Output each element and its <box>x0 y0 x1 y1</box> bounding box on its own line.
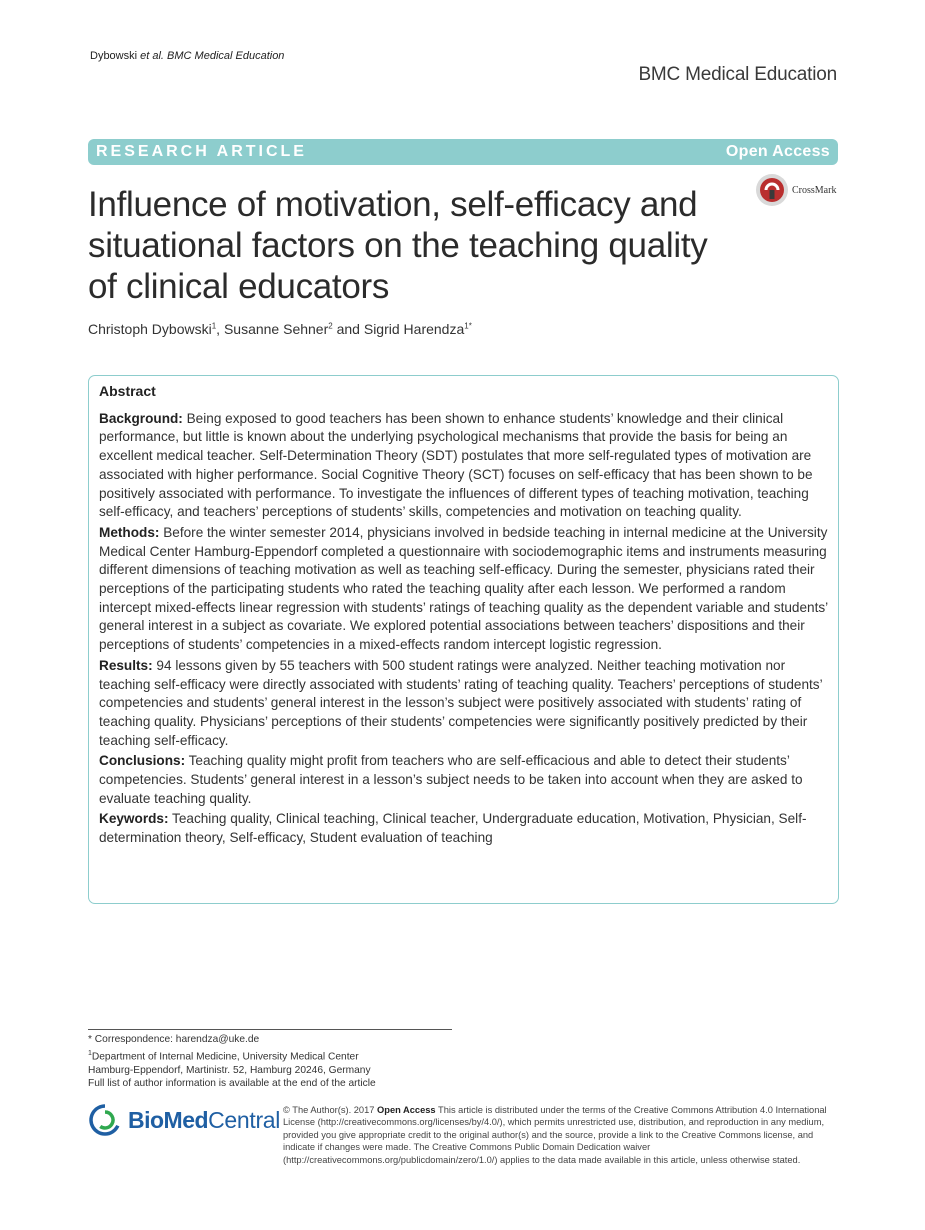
author-separator: , <box>216 321 224 337</box>
abstract-box <box>88 375 839 904</box>
logo-central-text: Central <box>208 1106 281 1133</box>
license-open-access: Open Access <box>377 1105 436 1115</box>
crossmark-badge[interactable] <box>755 173 836 207</box>
affiliation-line-1: Department of Internal Medicine, University Medical Center <box>91 1050 359 1062</box>
keywords-text: Teaching quality, Clinical teaching, Clinical teacher, Undergraduate education, Motivation, Physician, Self-determination theory, Self-efficacy, Student evaluation of teaching <box>99 811 807 846</box>
correspondence-note[interactable]: * Correspondence: harendza@uke.de <box>88 1034 260 1045</box>
results-text: 94 lessons given by 55 teachers with 500 student ratings were analyzed. Neither teaching motivation nor teaching self-efficacy were directly associated with students’ rating of teaching quality. Teachers’ perceptions of students’ competencies and students’ general interest in the lesson’s subject were positively associated with students’ rating of teaching quality. Physicians’ perceptions of their students’ competencies were significantly positively predicted by their teaching self-efficacy. <box>99 657 823 748</box>
license-text: This article is distributed under the terms of the Creative Commons Attribution 4.0 International License (http://creativecommons.org/licenses/by/4.0/), which permits unrestricted use, distribution, and reproduction in any medium, provided you give appropriate credit to the original author(s) and the source, provide a link to the Creative Commons license, and indicate if changes were made. The Creative Commons Public Domain Dedication waiver (http://creativecommons.org/publicdomain/zero/1.0/) applies to the data made available in this article, unless otherwise stated. <box>283 1105 827 1165</box>
article-title: Influence of motivation, self-efficacy and situational factors on the teaching quality of clinical educators <box>88 185 708 306</box>
background-text: Being exposed to good teachers has been shown to enhance students’ knowledge and their clinical performance, but little is known about the underlying psychological mechanisms that provide the basis for being an excellent medical teacher. Self-Determination Theory (SDT) postulates that more self-regulated types of motivation are associated with higher performance. Social Cognitive Theory (SCT) focuses on self-efficacy that has been shown to be positively associated with performance. To investigate the influences of different types of teaching motivation, teaching self-efficacy, and teachers’ perceptions of students’ skills, competencies and motivation on teaching quality. <box>99 410 813 520</box>
author-info-note: Full list of author information is available at the end of the article <box>88 1078 376 1090</box>
crossmark-label: CrossMark <box>792 184 837 196</box>
abstract-conclusions <box>99 752 828 808</box>
article-type-banner <box>88 139 838 165</box>
abstract-methods <box>99 524 828 655</box>
methods-text: Before the winter semester 2014, physicians involved in bedside teaching in internal medicine at the University Medical Center Hamburg-Eppendorf completed a questionnaire with sociodemographic items and instruments measuring different dimensions of teaching motivation as well as teaching self-efficacy. During the semester, physicians rated their perceptions of the participating students who rated the teaching quality after each lesson. We performed a random intercept mixed-effects linear regression with students’ ratings of teaching quality as the dependent variable and students’ general interest in a subject as covariate. We explored potential associations between teachers’ dispositions and their perceptions of students’ competencies in a mixed-effects random intercept logistic regression. <box>99 524 828 653</box>
author-separator: and <box>332 321 364 337</box>
copyright-prefix: © The Author(s). 2017 <box>283 1105 378 1115</box>
background-label: Background: <box>99 410 183 426</box>
keywords-label: Keywords: <box>99 811 169 827</box>
logo-bio-text: BioMed <box>128 1106 209 1133</box>
crossmark-icon <box>755 173 789 207</box>
affiliation-note <box>88 1047 376 1064</box>
conclusions-text: Teaching quality might profit from teachers who are self-efficacious and able to detect their students’ competencies. Students’ general interest in a lesson’s subject needs to be taken into account when they are asked to evaluate teaching quality. <box>99 753 803 806</box>
journal-ref-etal: et al. BMC Medical Education <box>140 50 285 62</box>
affiliation-line-2: Hamburg-Eppendorf, Martinistr. 52, Hamburg 20246, Germany <box>88 1064 371 1076</box>
journal-reference <box>90 50 284 62</box>
article-type-label: RESEARCH ARTICLE <box>96 143 307 160</box>
footnote-divider <box>88 1029 452 1030</box>
results-label: Results: <box>99 657 153 673</box>
biomed-central-icon <box>88 1103 122 1137</box>
methods-label: Methods: <box>99 524 160 540</box>
author-affiliation: 1* <box>464 321 472 331</box>
footnotes <box>88 1033 376 1091</box>
author-name[interactable]: Sigrid Harendza <box>363 321 465 337</box>
biomed-central-logo[interactable] <box>88 1103 280 1137</box>
author-affiliation: 1 <box>211 321 217 331</box>
affiliation-mark: 1 <box>88 1049 92 1057</box>
author-name[interactable]: Susanne Sehner <box>223 321 329 337</box>
abstract-results <box>99 657 828 751</box>
author-affiliation: 2 <box>328 321 333 331</box>
journal-ref-authors: Dybowski <box>90 50 138 62</box>
license-statement <box>283 1104 828 1166</box>
abstract-keywords <box>99 810 828 847</box>
abstract-background <box>99 410 828 522</box>
abstract-heading: Abstract <box>99 383 156 399</box>
journal-name: BMC Medical Education <box>638 64 837 85</box>
author-name[interactable]: Christoph Dybowski <box>88 321 212 337</box>
conclusions-label: Conclusions: <box>99 753 186 769</box>
author-list <box>88 321 472 337</box>
open-access-label: Open Access <box>725 143 830 160</box>
